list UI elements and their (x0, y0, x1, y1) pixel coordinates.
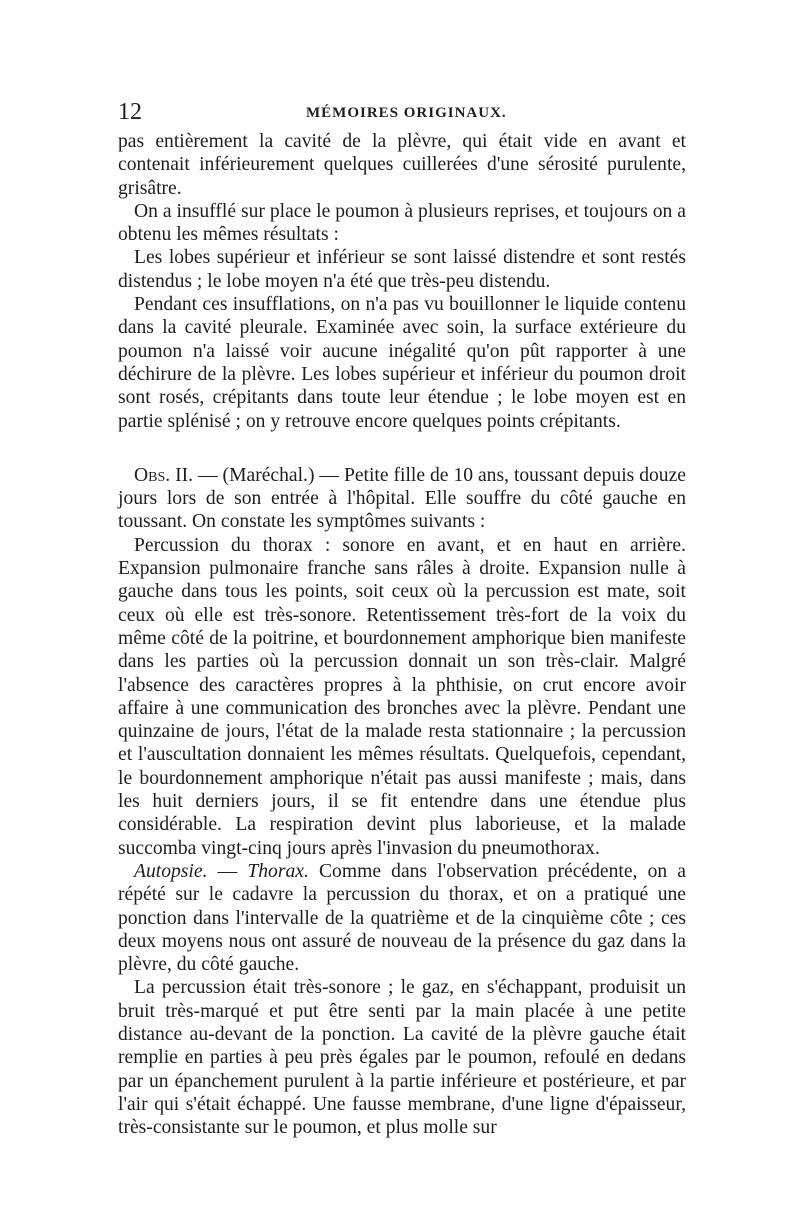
paragraph-3: Les lobes supérieur et inférieur se sont laissé distendre et sont restés distendus ; le lobe moyen n'a été que très-peu distendu. (118, 247, 686, 292)
paragraph-1: pas entièrement la cavité de la plèvre, qui était vide en avant et contenait inférieurement quelques cuillerées d'une sérosité purulente, grisâtre. (118, 131, 686, 199)
autopsie-label: Autopsie. (134, 860, 208, 882)
obs-text: II. — (Maréchal.) — Petite fille de 10 ans, toussant depuis douze jours lors de son entrée à l'hôpital. Elle souffre du côté gauche en toussant. On constate les symptômes suivants : (118, 464, 686, 533)
observation-2-intro (118, 464, 686, 534)
body-text (118, 130, 686, 1139)
running-head (118, 98, 686, 128)
paragraph-4: Pendant ces insufflations, on n'a pas vu bouillonner le liquide contenu dans la cavité pleurale. Examinée avec soin, la surface extérieure du poumon n'a laissé voir aucune inégalité qu'on pût rapporter à une déchirure de la plèvre. Les lobes supérieur et inférieur du poumon droit sont rosés, crépitants dans toute leur étendue ; le lobe moyen est en partie splénisé ; on y retrouve encore quelques points crépitants. (118, 294, 686, 432)
paragraph-percussion: Percussion du thorax : sonore en avant, et en haut en arrière. Expansion pulmonaire franche sans râles à droite. Expansion nulle à gauche dans tous les points, soit ceux où la percussion est mate, soit ceux où elle est très-sonore. Retentissement très-fort de la voix du même côté de la poitrine, et bourdonnement amphorique bien manifeste dans les parties où la percussion donnait un son très-clair. Malgré l'absence des caractères propres à la phthisie, on crut encore avoir affaire à une communication des bronches avec la plèvre. Pendant une quinzaine de jours, l'état de la malade resta stationnaire ; la percussion et l'auscultation donnaient les mêmes résultats. Quelquefois, cependant, le bourdonnement amphorique n'était pas aussi manifeste ; mais, dans les huit derniers jours, il se fit entendre dans une étendue plus considérable. La respiration devint plus laborieuse, et la malade succomba vingt-cinq jours après l'invasion du pneumothorax. (118, 534, 686, 859)
paragraph-2: On a insufflé sur place le poumon à plusieurs reprises, et toujours on a obtenu les mêmes résultats : (118, 200, 686, 246)
thorax-label: Thorax. (247, 860, 309, 882)
autopsie-dash: — (207, 860, 248, 882)
journal-title: MÉMOIRES ORIGINAUX. (306, 105, 507, 121)
obs-label: Obs. (134, 464, 171, 486)
autopsie-text: Comme dans l'observation précédente, on a répété sur le cadavre la percussion du thorax, et on a pratiqué une ponction dans l'intervalle de la quatrième et de la cinquième côte ; ces deux moyens nous ont assuré de nouveau de la présence du gaz dans la plèvre, du côté gauche. (118, 860, 686, 976)
page-number: 12 (118, 99, 142, 125)
paragraph-autopsie (118, 860, 686, 976)
paragraph-gaz: La percussion était très-sonore ; le gaz, en s'échappant, produisit un bruit très-marqué et put être senti par la main placée à une petite distance au-devant de la ponction. La cavité de la plèvre gauche était remplie en parties à peu près égales par le poumon, refoulé en dedans par un épanchement purulent à la partie inférieure et postérieure, et par l'air qui s'était échappé. Une fausse membrane, d'une ligne d'épaisseur, très-consistante sur le poumon, et plus molle sur (118, 977, 686, 1139)
